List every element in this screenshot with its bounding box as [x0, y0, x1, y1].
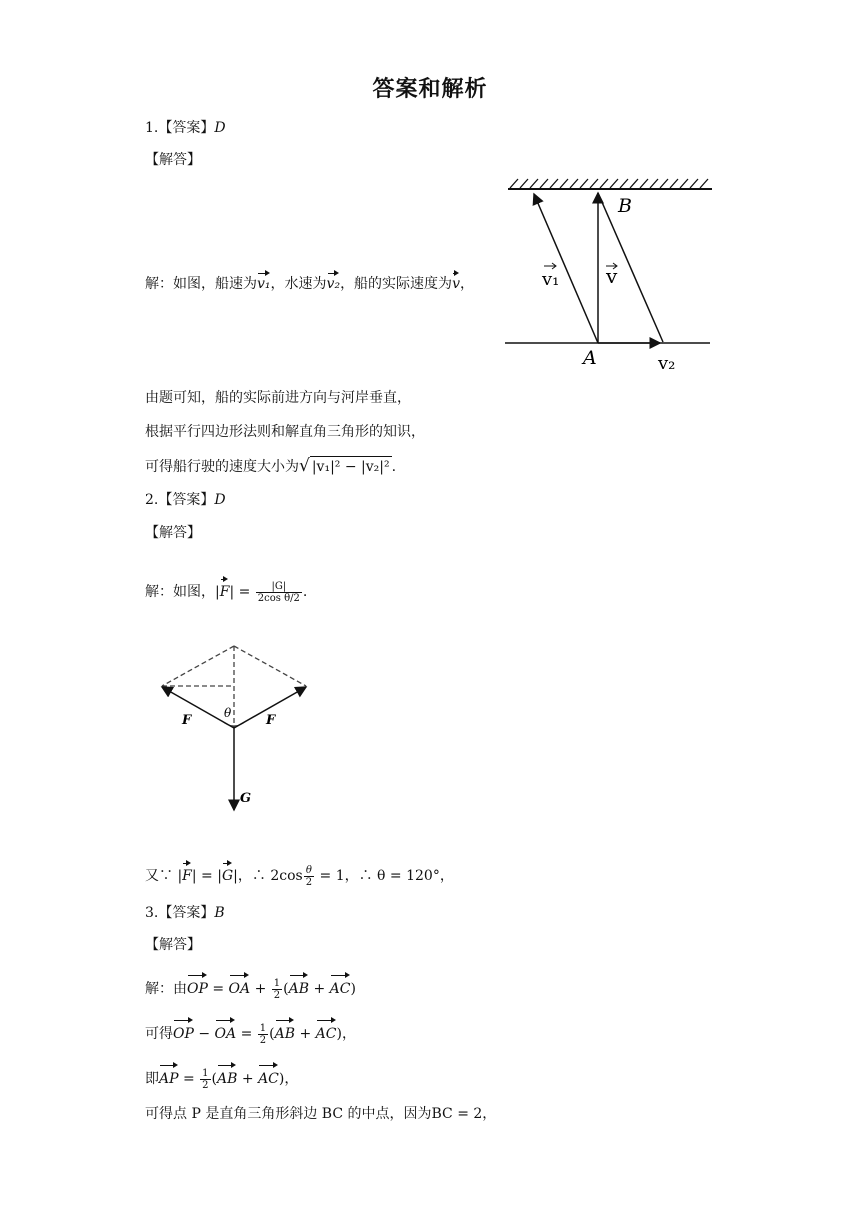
q1-line1-text-b: ，水速为: [270, 276, 327, 292]
q1-line1-text-a: 解：如图，船速为: [145, 276, 257, 292]
q2-answer: D: [214, 492, 226, 508]
q2-line2-text-a: 又∵ |: [145, 868, 183, 884]
q3-half-den-2: 2: [259, 1034, 267, 1046]
q2-vector-G: G: [222, 860, 233, 888]
q3-vector-OA-2: OA: [215, 1017, 237, 1047]
q3-line4: 可得点 P 是直角三角形斜边 BC 的中点，因为BC = 2，: [145, 1106, 497, 1122]
q1-answer-line: [145, 118, 226, 138]
q1-line4-text-c: .: [391, 459, 397, 475]
q2-theta-fraction: [304, 865, 314, 888]
q2-line2-text-b: | = |: [191, 868, 222, 884]
q2-vector-F-2: F: [182, 860, 192, 888]
q3-vector-OP-2: OP: [173, 1017, 194, 1047]
q3-answer-line: [145, 903, 225, 923]
q3-vector-OP: OP: [187, 972, 208, 1002]
q2-force-figure: [150, 638, 320, 833]
q2-line1-text-a: 解：如图，|: [145, 584, 220, 600]
q1-line3: 根据平行四边形法则和解直角三角形的知识，: [145, 424, 425, 440]
q1-solution-label: 【解答】: [145, 152, 201, 168]
label-B: B: [618, 195, 632, 217]
q1-boat-figure: [500, 175, 720, 375]
q3-half-num-1: 1: [273, 977, 281, 989]
q3-line1-text-a: 解：由: [145, 981, 187, 997]
q3-solution-label: 【解答】: [145, 937, 201, 953]
q2-frac-den: 2cos θ/2: [257, 592, 300, 604]
q2-vector-F: F: [220, 576, 230, 604]
q2-answer-prefix: 2.【答案】: [145, 492, 215, 508]
q3-line1: 解：由OP = OA + $\frac{1}{2}$ (AB + AC): [145, 972, 356, 1002]
q3-line2: 可得OP − OA = $\frac{1}{2}$ (AB + AC)，: [145, 1017, 356, 1047]
q1-line4: [145, 456, 396, 477]
q1-answer-prefix: 1.【答案】: [145, 120, 215, 136]
q1-vector-v: v: [452, 270, 460, 294]
q3-half-2: [258, 1023, 268, 1046]
bank-hatching: [510, 179, 708, 188]
q2-frac-num: |G|: [256, 581, 302, 593]
q3-half-num-3: 1: [202, 1067, 209, 1079]
q1-answer: D: [214, 120, 226, 136]
q1-line2: 由题可知，船的实际前进方向与河岸垂直，: [145, 390, 411, 406]
q3-vector-AC-2: AC: [316, 1017, 337, 1047]
q3-vector-AC-3: AC: [258, 1062, 279, 1092]
q3-vector-AC: AC: [330, 972, 351, 1002]
label-A: A: [583, 347, 597, 369]
q3-vector-AB-2: AB: [275, 1017, 295, 1047]
q3-vector-AP: AP: [159, 1062, 179, 1092]
label-v: v: [606, 264, 618, 288]
q1-sqrt-content: |v₁|² − |v₂|²: [310, 456, 392, 477]
q3-answer: B: [214, 905, 225, 921]
dash-top-left: [162, 646, 234, 686]
dash-top-right: [234, 646, 306, 686]
q2-line1-text-c: .: [302, 584, 308, 600]
q1-line1: [145, 270, 474, 294]
q1-vector-v2: v₂: [327, 270, 341, 294]
label-theta: θ: [224, 706, 232, 720]
q1-vector-v1: v₁: [257, 270, 271, 294]
q2-theta-num: θ: [304, 865, 314, 877]
q2-line1: [145, 576, 307, 604]
sqrt-sign: √: [299, 456, 310, 476]
q3-half-den-3: 2: [202, 1079, 209, 1091]
q1-line1-text-d: ，: [459, 276, 474, 292]
label-G: G: [240, 791, 252, 806]
q2-line2: [145, 860, 454, 888]
q2-solution-label: 【解答】: [145, 525, 201, 541]
q3-half-1: [272, 978, 282, 1001]
q1-line1-text-c: ，船的实际速度为: [340, 276, 453, 292]
q2-theta-den: 2: [305, 876, 313, 888]
q1-line4-text-a: 可得船行驶的速度大小为: [145, 459, 299, 475]
label-F-right: F: [266, 713, 276, 728]
q3-line3-text-a: 即: [145, 1071, 159, 1087]
q2-line2-text-c: |，∴ 2cos: [233, 868, 303, 884]
q3-half-den-1: 2: [273, 989, 281, 1001]
q2-answer-line: [145, 490, 226, 510]
q3-line3: 即AP = $\frac{1}{2}$ (AB + AC)，: [145, 1062, 298, 1092]
label-v1: v₁: [542, 269, 560, 290]
page-title: 答案和解析: [372, 77, 488, 102]
q3-line2-text-a: 可得: [145, 1026, 173, 1042]
label-F-left: F: [182, 713, 192, 728]
q3-vector-AB: AB: [289, 972, 309, 1002]
label-v2: v₂: [658, 353, 676, 374]
q2-line2-text-d: = 1，∴ θ = 120°，: [315, 868, 454, 884]
q3-half-3: [200, 1068, 210, 1091]
q2-fraction: [256, 581, 302, 604]
q2-line1-text-b: | =: [229, 584, 251, 600]
q3-answer-prefix: 3.【答案】: [145, 905, 215, 921]
q3-half-num-2: 1: [259, 1022, 267, 1034]
q3-vector-AB-3: AB: [217, 1062, 237, 1092]
q3-vector-OA: OA: [229, 972, 251, 1002]
